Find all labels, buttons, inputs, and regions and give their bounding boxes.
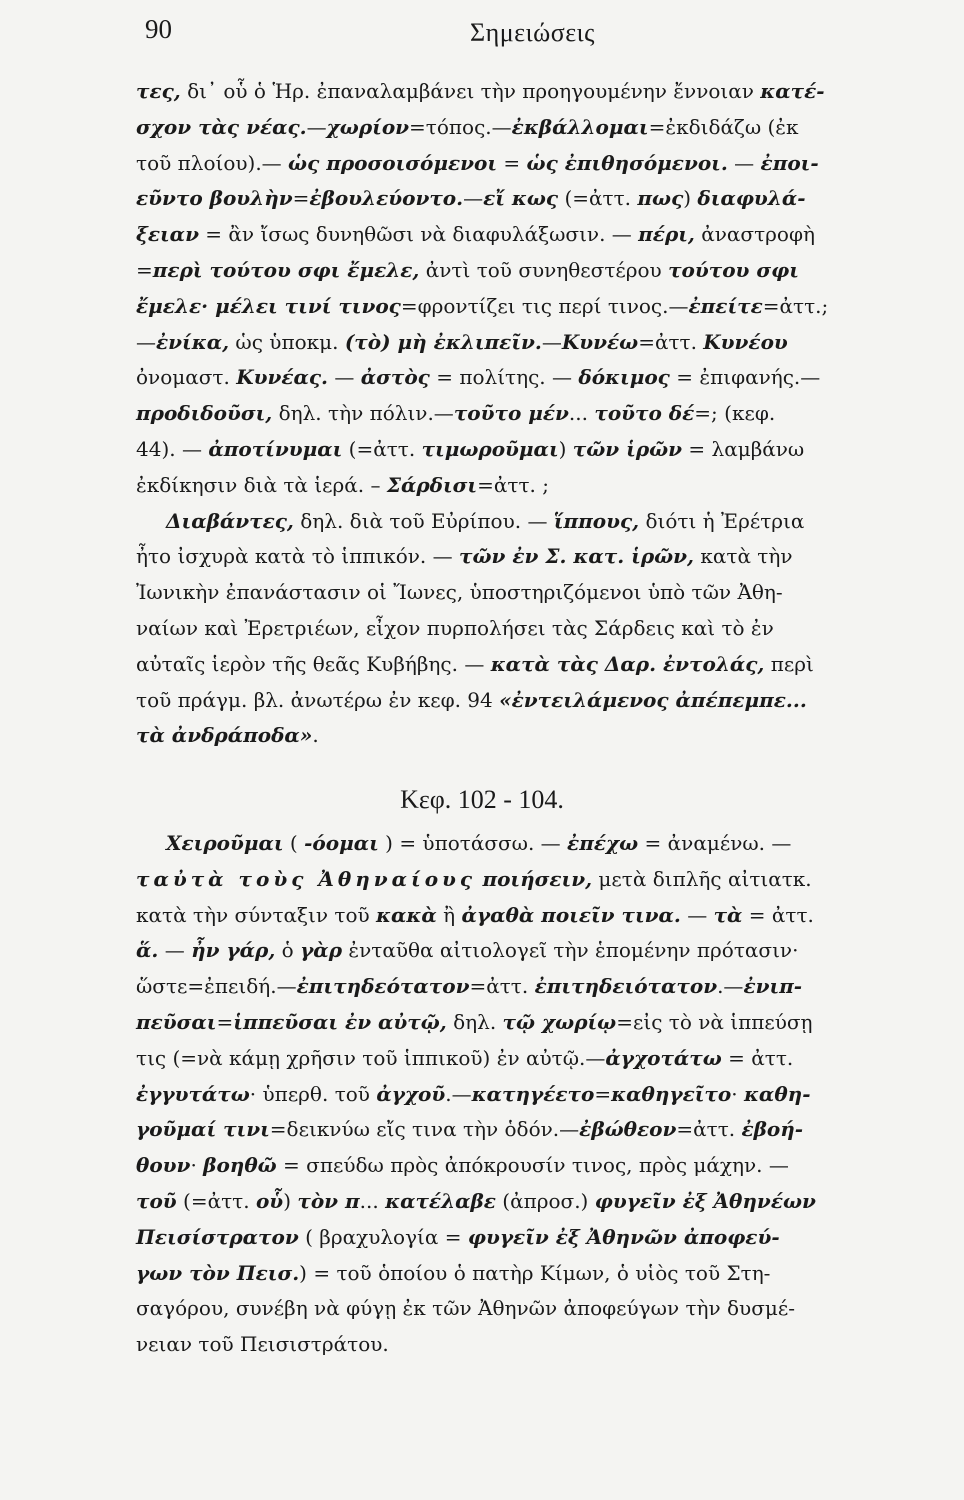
text-line: ἐγγυτάτω· ὑπερθ. τοῦ ἀγχοῦ.—κατηγέετο=καθηγεῖτο· καθη- (136, 1081, 811, 1106)
text-line: θουν· βοηθῶ = σπεύδω πρὸς ἀπόκρουσίν τινος, πρὸς μάχην. — (136, 1153, 789, 1178)
text-line: πεῦσαι=ἱππεῦσαι ἐν αὐτῷ, δηλ. τῷ χωρίῳ=εἰς τὸ νὰ ἱππεύσῃ (136, 1009, 813, 1034)
text-line: Χειροῦμαι ( -όομαι ) = ὑποτάσσω. — ἐπέχω = ἀναμένω. — (166, 831, 792, 855)
running-title: Σημειώσεις (470, 18, 595, 47)
commentary-section-1 (136, 74, 936, 754)
text-line: 44). — ἀποτίνυμαι (=ἀττ. τιμωροῦμαι) τῶν ἱρῶν = λαμβάνω (136, 436, 805, 461)
text-line: τοῦ (=ἀττ. οὗ) τὸν π... κατέλαβε (ἀπροσ.) φυγεῖν ἐξ Ἀθηνέων (136, 1188, 816, 1213)
text-line: τες, δι᾽ οὗ ὁ Ἡρ. ἐπαναλαμβάνει τὴν προηγουμένην ἔννοιαν κατέ- (136, 79, 825, 103)
text-line: τοῦ πράγμ. βλ. ἀνωτέρω ἐν κεφ. 94 «ἐντειλάμενος ἀπέπεμπε... (136, 687, 807, 712)
text-line: ὀνομαστ. Κυνέας. — ἀστὸς = πολίτης. — δόκιμος = ἐπιφανής.— (136, 365, 821, 390)
page-header (145, 14, 925, 54)
page-number: 90 (145, 14, 172, 44)
text-line: τοῦ πλοίου).— ὡς προσοισόμενοι = ὡς ἐπιθησόμενοι. — ἐποι- (136, 150, 819, 175)
text-line: προδιδοῦσι, δηλ. τὴν πόλιν.—τοῦτο μέν... τοῦτο δέ=; (κεφ. (136, 401, 776, 426)
commentary-section-2 (136, 826, 936, 1363)
text-line: ἦτο ἰσχυρὰ κατὰ τὸ ἱππικόν. — τῶν ἐν Σ. κατ. ἱρῶν, κατὰ τὴν (136, 544, 793, 569)
text-line: γοῦμαί τινι=δεικνύω εἴς τινα τὴν ὁδόν.—ἐβώθεον=ἀττ. ἐβοή- (136, 1117, 804, 1142)
text-line: ξειαν = ἂν ἴσως δυνηθῶσι νὰ διαφυλάξωσιν. — πέρι, ἀναστροφὴ (136, 222, 815, 247)
text-line: ἅ. — ἦν γάρ, ὁ γὰρ ἐνταῦθα αἰτιολογεῖ τὴν ἑπομένην πρότασιν· (136, 938, 799, 963)
text-line: σαγόρου, συνέβη νὰ φύγῃ ἐκ τῶν Ἀθηνῶν ἀποφεύγων τὴν δυσμέ- (136, 1296, 795, 1321)
text-line: τις (=νὰ κάμῃ χρῆσιν τοῦ ἱππικοῦ) ἐν αὐτῷ.—ἀγχοτάτω = ἀττ. (136, 1045, 794, 1070)
text-line: —ἐνίκα, ὡς ὑποκμ. (τὸ) μὴ ἐκλιπεῖν.—Κυνέω=ἀττ. Κυνέου (136, 329, 788, 354)
text-line: ἔμελε· μέλει τινί τινος=φροντίζει τις περί τινος.—ἐπείτε=ἀττ.; (136, 293, 829, 318)
text-line: ἐκδίκησιν διὰ τὰ ἱερά. – Σάρδισι=ἀττ. ; (136, 472, 549, 497)
text-line: εῦντο βουλὴν=ἐβουλεύοντο.—εἴ κως (=ἀττ. πως) διαφυλά- (136, 186, 806, 211)
text-line: Πεισίστρατον ( βραχυλογία = φυγεῖν ἐξ Ἀθηνῶν ἀποφεύ- (136, 1224, 780, 1249)
text-line: γων τὸν Πεισ.) = τοῦ ὁποίου ὁ πατὴρ Κίμων, ὁ υἱὸς τοῦ Στη- (136, 1260, 771, 1285)
text-line: ναίων καὶ Ἐρετριέων, εἶχον πυρπολήσει τὰς Σάρδεις καὶ τὸ ἐν (136, 615, 774, 640)
text-line: =περὶ τούτου σφι ἔμελε, ἀντὶ τοῦ συνηθεστέρου τούτου σφι (136, 257, 799, 282)
text-line: κατὰ τὴν σύνταξιν τοῦ κακὰ ἢ ἀγαθὰ ποιεῖν τινα. — τὰ = ἀττ. (136, 902, 814, 927)
text-line: Ἰωνικὴν ἐπανάστασιν οἱ Ἴωνες, ὑποστηριζόμενοι ὑπὸ τῶν Ἀθη- (136, 580, 783, 605)
text-line: τὰ ἀνδράποδα». (136, 723, 319, 748)
text-line: Διαβάντες, δηλ. διὰ τοῦ Εὐρίπου. — ἵππους, διότι ἡ Ἐρέτρια (166, 508, 805, 533)
chapter-heading: Κεφ. 102 - 104. (400, 785, 564, 814)
text-line: αὐταῖς ἱερὸν τῆς θεᾶς Κυβήβης. — κατὰ τὰς Δαρ. ἐντολάς, περὶ (136, 651, 814, 676)
text-line: σχον τὰς νέας.—χωρίον=τόπος.—ἐκβάλλομαι=ἐκδιδάζω (ἐκ (136, 114, 799, 139)
text-line: ταὐτὰ τοὺς Ἀθηναίους ποιήσειν, μετὰ διπλῆς αἰτιατκ. (136, 866, 812, 891)
text-line: ὥστε=ἐπειδή.—ἐπιτηδεότατον=ἀττ. ἐπιτηδειότατον.—ἐνιπ- (136, 974, 803, 999)
text-line: νειαν τοῦ Πεισιστράτου. (136, 1332, 389, 1357)
